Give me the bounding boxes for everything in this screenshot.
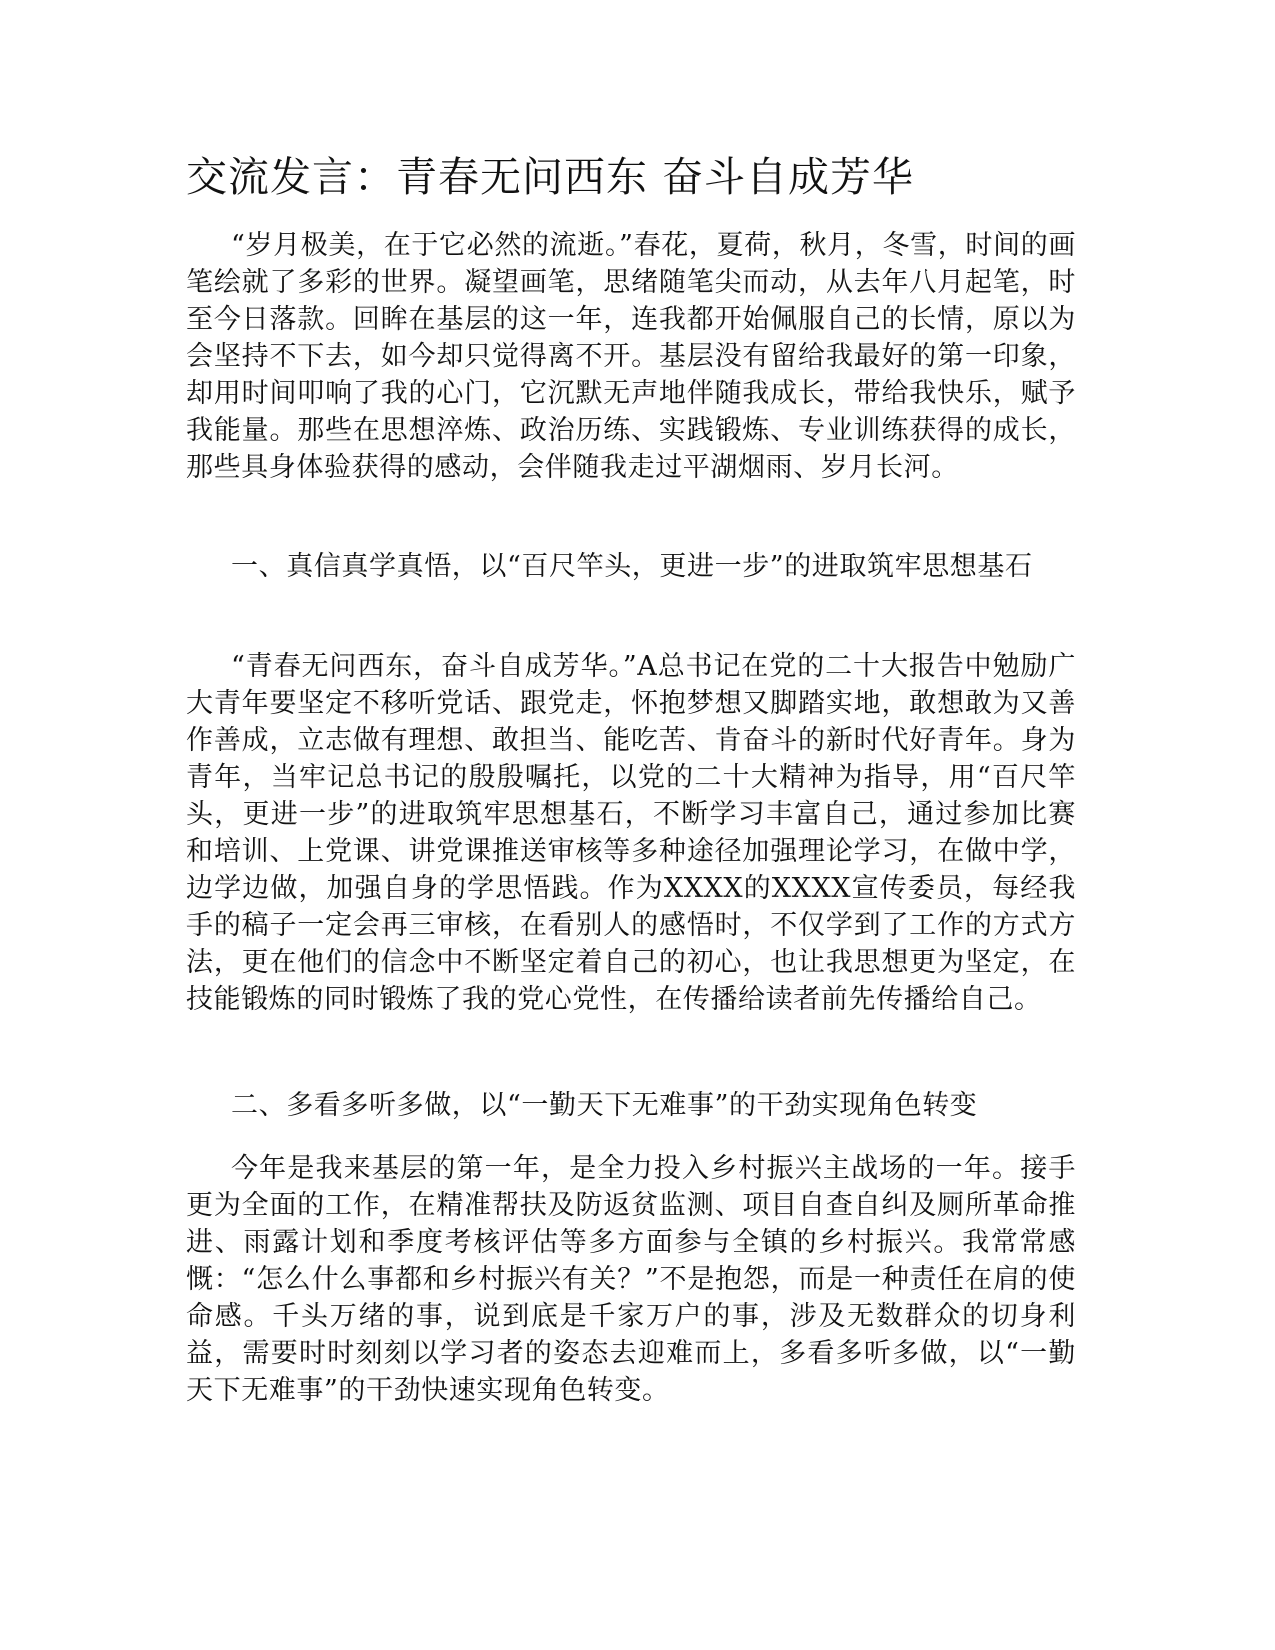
document-title: 交流发言：青春无问西东 奋斗自成芳华: [186, 153, 915, 201]
paragraph-section-1: “青春无问西东，奋斗自成芳华。”A总书记在党的二十大报告中勉励广大青年要坚定不移听党话、跟党走，怀抱梦想又脚踏实地，敢想敢为又善作善成，立志做有理想、敢担当、能吃苦、肯奋斗的新时代好青年。身为青年，当牢记总书记的殷殷嘱托，以党的二十大精神为指导，用“百尺竿头，更进一步”的进取筑牢思想基石，不断学习丰富自己，通过参加比赛和培训、上党课、讲党课推送审核等多种途径加强理论学习，在做中学，边学边做，加强自身的学思悟践。作为XXXX的XXXX宣传委员，每经我手的稿子一定会再三审核，在看别人的感悟时，不仅学到了工作的方式方法，更在他们的信念中不断坚定着自己的初心，也让我思想更为坚定，在技能锻炼的同时锻炼了我的党心党性，在传播给读者前先传播给自己。: [186, 651, 1076, 1015]
paragraph-intro: “岁月极美，在于它必然的流逝。”春花，夏荷，秋月，冬雪，时间的画笔绘就了多彩的世界。凝望画笔，思绪随笔尖而动，从去年八月起笔，时至今日落款。回眸在基层的这一年，连我都开始佩服自己的长情，原以为会坚持不下去，如今却只觉得离不开。基层没有留给我最好的第一印象，却用时间叩响了我的心门，它沉默无声地伴随我成长，带给我快乐，赋予我能量。那些在思想淬炼、政治历练、实践锻炼、专业训练获得的成长，那些具身体验获得的感动，会伴随我走过平湖烟雨、岁月长河。: [186, 230, 1076, 483]
section-heading-1: 一、真信真学真悟，以“百尺竿头，更进一步”的进取筑牢思想基石: [231, 551, 1033, 582]
section-heading-2: 二、多看多听多做，以“一勤天下无难事”的干劲实现角色转变: [231, 1090, 978, 1121]
paragraph-section-2: 今年是我来基层的第一年，是全力投入乡村振兴主战场的一年。接手更为全面的工作，在精准帮扶及防返贫监测、项目自查自纠及厕所革命推进、雨露计划和季度考核评估等多方面参与全镇的乡村振兴。我常常感慨：“怎么什么事都和乡村振兴有关？”不是抱怨，而是一种责任在肩的使命感。千头万绪的事，说到底是千家万户的事，涉及无数群众的切身利益，需要时时刻刻以学习者的姿态去迎难而上，多看多听多做，以“一勤天下无难事”的干劲快速实现角色转变。: [186, 1153, 1076, 1406]
